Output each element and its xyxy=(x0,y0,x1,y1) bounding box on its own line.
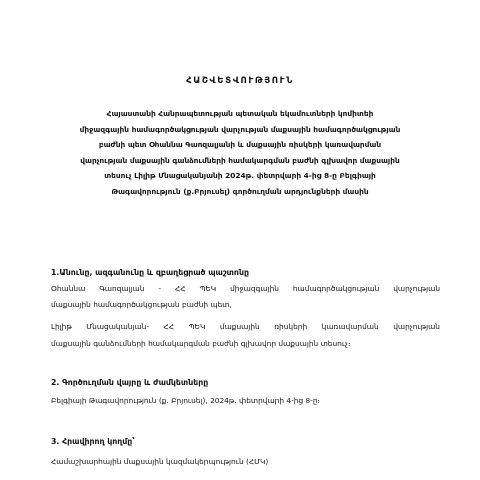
section-line: Օհաննա Գաոզալյան - ՀՀ ՊԵԿ միջազգային համագործակցության վարչության xyxy=(51,284,440,293)
section-heading: 2. Գործուղման վայրը և ժամկետները xyxy=(51,378,209,387)
intro-line: վարչության մաքսային գանձումների համակարգման բաժնի գլխավոր մաքսային xyxy=(80,155,400,165)
section-heading: 3. Հրավիրող կողմը՝ xyxy=(51,437,135,446)
intro-line: Հայաստանի Հանրապետության պետական եկամուտների կոմիտեի xyxy=(106,109,374,118)
section-line: Բելգիայի Թագավորություն (ք. Բրյուսել), 2024թ. փետրվարի 4-ից 8-ը։ xyxy=(51,396,321,405)
intro-line: բաժնի պետ Օհաննա Գաոզալյանի և մաքսային ռիսկերի կառավարման xyxy=(98,140,382,149)
section-line: Համաշխարհային մաքսային կազմակերպություն (ՀՄԿ) xyxy=(51,457,269,466)
section-line: Լիլիթ Մնացականյան- ՀՀ ՊԵԿ մաքսային ռիսկերի կառավարման վարչության xyxy=(51,322,440,331)
section-line: մաքսային գանձումների համակարգման բաժնի գլխավոր մաքսային տեսուչ։ xyxy=(51,339,351,348)
intro-line: միջազգային համագործակցության վարչության մաքսային համագործակցության xyxy=(79,124,401,134)
intro-line: Թագավորություն (ք.Բրյուսել) գործուղման արդյունքների մասին xyxy=(111,186,369,196)
section-line: մաքսային համագործակցության բաժնի պետ, xyxy=(51,300,232,309)
section-heading: 1.Անունը, ազգանունը և զբաղեցրած պաշտոնը xyxy=(51,268,249,277)
document-title: ՀԱՇՎԵՏՎՈՒԹՅՈՒՆ xyxy=(186,76,294,86)
intro-line: տեսուչ Լիլիթ Մնացականյանի 2024թ. փետրվարի 4-ից 8-ը Բելգիայի xyxy=(104,171,376,180)
document-intro xyxy=(40,106,440,199)
